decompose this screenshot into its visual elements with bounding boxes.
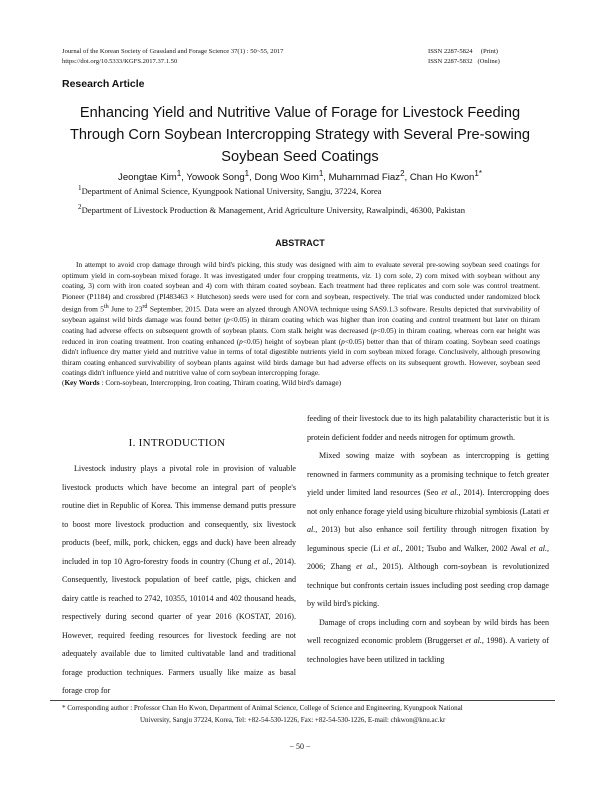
footnote-line-1: * Corresponding author : Professor Chan Ho Kwon, Department of Animal Science, College of Science and Engineering, Kyungpook National xyxy=(62,704,463,712)
corresponding-author-footnote xyxy=(62,702,552,726)
journal-citation: Journal of the Korean Society of Grassland and Forage Science 37(1) : 50~55, 2017 xyxy=(62,48,284,55)
footnote-line-2: University, Sangju 37224, Korea, Tel: +82-54-530-1226, Fax: +82-54-530-1226, E-mail: chkwon@knu.ac.kr xyxy=(140,716,446,724)
author-affiliation-mark: 1 xyxy=(244,169,250,178)
author-name: Yowook Song xyxy=(186,172,245,184)
section-heading-introduction: I. INTRODUCTION xyxy=(128,437,226,449)
page-number: − 50 − xyxy=(289,742,311,751)
author-name: Chan Ho Kwon xyxy=(409,172,475,184)
title-line-3: Soybean Seed Coatings xyxy=(221,149,379,165)
intro-paragraph: feeding of their livestock due to its high palatability characteristic but it is protein deficient fodder and needs nitrogen for optimum growth. xyxy=(307,414,549,442)
paper-title xyxy=(40,102,560,168)
journal-header xyxy=(62,47,283,67)
abstract-heading: ABSTRACT xyxy=(275,238,325,248)
right-column xyxy=(307,410,549,669)
intro-paragraph: Livestock industry plays a pivotal role in provision of valuable livestock products which have become an integral part of people's routine diet in Republic of Korea. This immense demand putts pressure to boost more livestock production and consequently, six livestock products (beef, milk, pork, chicken, eggs and duck) have been already included in top 10 Agro-forestry foods in country (Chung et al., 2014). Consequently, livestock population of beef cattle, pigs, chicken and dairy cattle is reached to 2742, 10355, 101014 and 402 thousand heads, respectively during second quarter of year 2016 (KOSTAT, 2016). However, required feeding resources for livestock feeding are not adequately available due to limited cultivatable land and traditional forage production techniques. Farmers usually like maize as basal forage crop for xyxy=(62,464,296,695)
author-name: Muhammad Fiaz xyxy=(328,172,401,184)
intro-paragraph: Mixed sowing maize with soybean as intercropping is getting renowned in farmers community as a promising technique to fetch greater yield under limited land resources (Seo et al., 2014). Intercropping does not only enhance forage yield using biculture rhizobial symbiosis (Latati et al., 2013) but also enhance soil fertility through nitrogen fixation by leguminous specie (Li et al., 2001; Tsubo and Walker, 2002 Awal et al., 2006; Zhang et al., 2015). Although corn-soybean is revolutionized technique but confronts certain issues including post seeding crop damage by wild bird's picking. xyxy=(307,451,550,608)
title-line-1: Enhancing Yield and Nutritive Value of Forage for Livestock Feeding xyxy=(79,105,521,121)
author-name: Dong Woo Kim xyxy=(254,172,319,184)
keywords-label: Key Words xyxy=(64,378,100,387)
author-affiliation-mark: 1 xyxy=(318,169,324,178)
affiliation-1: $^1$Department of Animal Science, Kyungpook National University, Sangju, 37224, Korea xyxy=(78,184,382,196)
issn-block xyxy=(428,47,500,67)
keywords: (Key Words : Corn-soybean, Intercropping, Iron coating, Thiram coating, Wild bird's damage) xyxy=(62,378,342,387)
issn-print: ISSN 2287-5824 (Print) xyxy=(428,48,498,55)
affiliation-2: $^2$Department of Livestock Production & Management, Arid Agriculture University, Rawalpindi, 46300, Pakistan xyxy=(78,203,466,215)
left-column xyxy=(62,460,296,701)
doi-link[interactable]: https://doi.org/10.5333/KGFS.2017.37.1.50 xyxy=(62,58,178,65)
issn-online: ISSN 2287-5832 (Online) xyxy=(428,58,500,65)
author-affiliation-mark: 1* xyxy=(474,169,482,178)
author-name: Jeongtae Kim xyxy=(118,172,177,184)
footnote-divider xyxy=(50,700,555,701)
author-affiliation-mark: 2 xyxy=(400,169,405,178)
article-type: Research Article xyxy=(62,78,145,90)
abstract-text: In attempt to avoid crop damage through wild bird's picking, this study was designed with aim to evaluate several pre-sowing soybean seed coatings for optimum yield in corn-soybean mixed forage. It was investigated under four cropping treatments, viz. 1) corn sole, 2) corn mixed with soybean without any coating, 3) corn with iron coated soybean and 4) corn with thiram coated soybean. Each treatment had three replicates and corn sole was control treatment. Pioneer (P1184) and crossbred (PI483463 × Hutcheson) seeds were used for corn and soybean, respectively. The trial was conducted under randomized block design from 5th June to 23rd September, 2015. Data were an alyzed through ANOVA technique using SAS9.1.3 software. Results depicted that survivability of soybean against wild birds damage was found better (p<0.05) in thiram coating which was higher than iron coating and control treatment but later on thiram coating had adverse effects on subsequent growth of soybean plants. Corn stalk height was decreased (p<0.05) in thiram coating, whereas corn ear height was reduced in iron coating treatment. Iron coating enhanced (p<0.05) height of soybean plant (p<0.05) better than that of thiram coating. Soybean seed coatings didn't influence dry matter yield and nutritive value in terms of total digestible nutrients yield in corn soybean mixed forage. Conclusively, although presowing thiram coating enhanced survivability of soybean plants against wild birds damage but had adverse effects on its subsequent growth. However, soybean seed coatings didn't influence yield and nutritive value of corn soybean intercropping forage. xyxy=(62,260,541,378)
author-list: Jeongtae Kim$^1$, Yowook Song$^1$, Dong Woo Kim$^1$, Muhammad Fiaz$^2$, Chan Ho Kwon$^{1*}$ xyxy=(118,169,482,184)
author-affiliation-mark: 1 xyxy=(176,169,182,178)
keywords-list: Corn-soybean, Intercropping, Iron coating, Thiram coating, Wild bird's damage xyxy=(105,378,339,387)
intro-paragraph: Damage of crops including corn and soybean by wild birds has been well recognized economic problem (Bruggerset et al., 1998). A variety of technologies have been utilized in tackling xyxy=(307,617,550,664)
title-line-2: Through Corn Soybean Intercropping Strategy with Several Pre-sowing xyxy=(70,127,530,143)
